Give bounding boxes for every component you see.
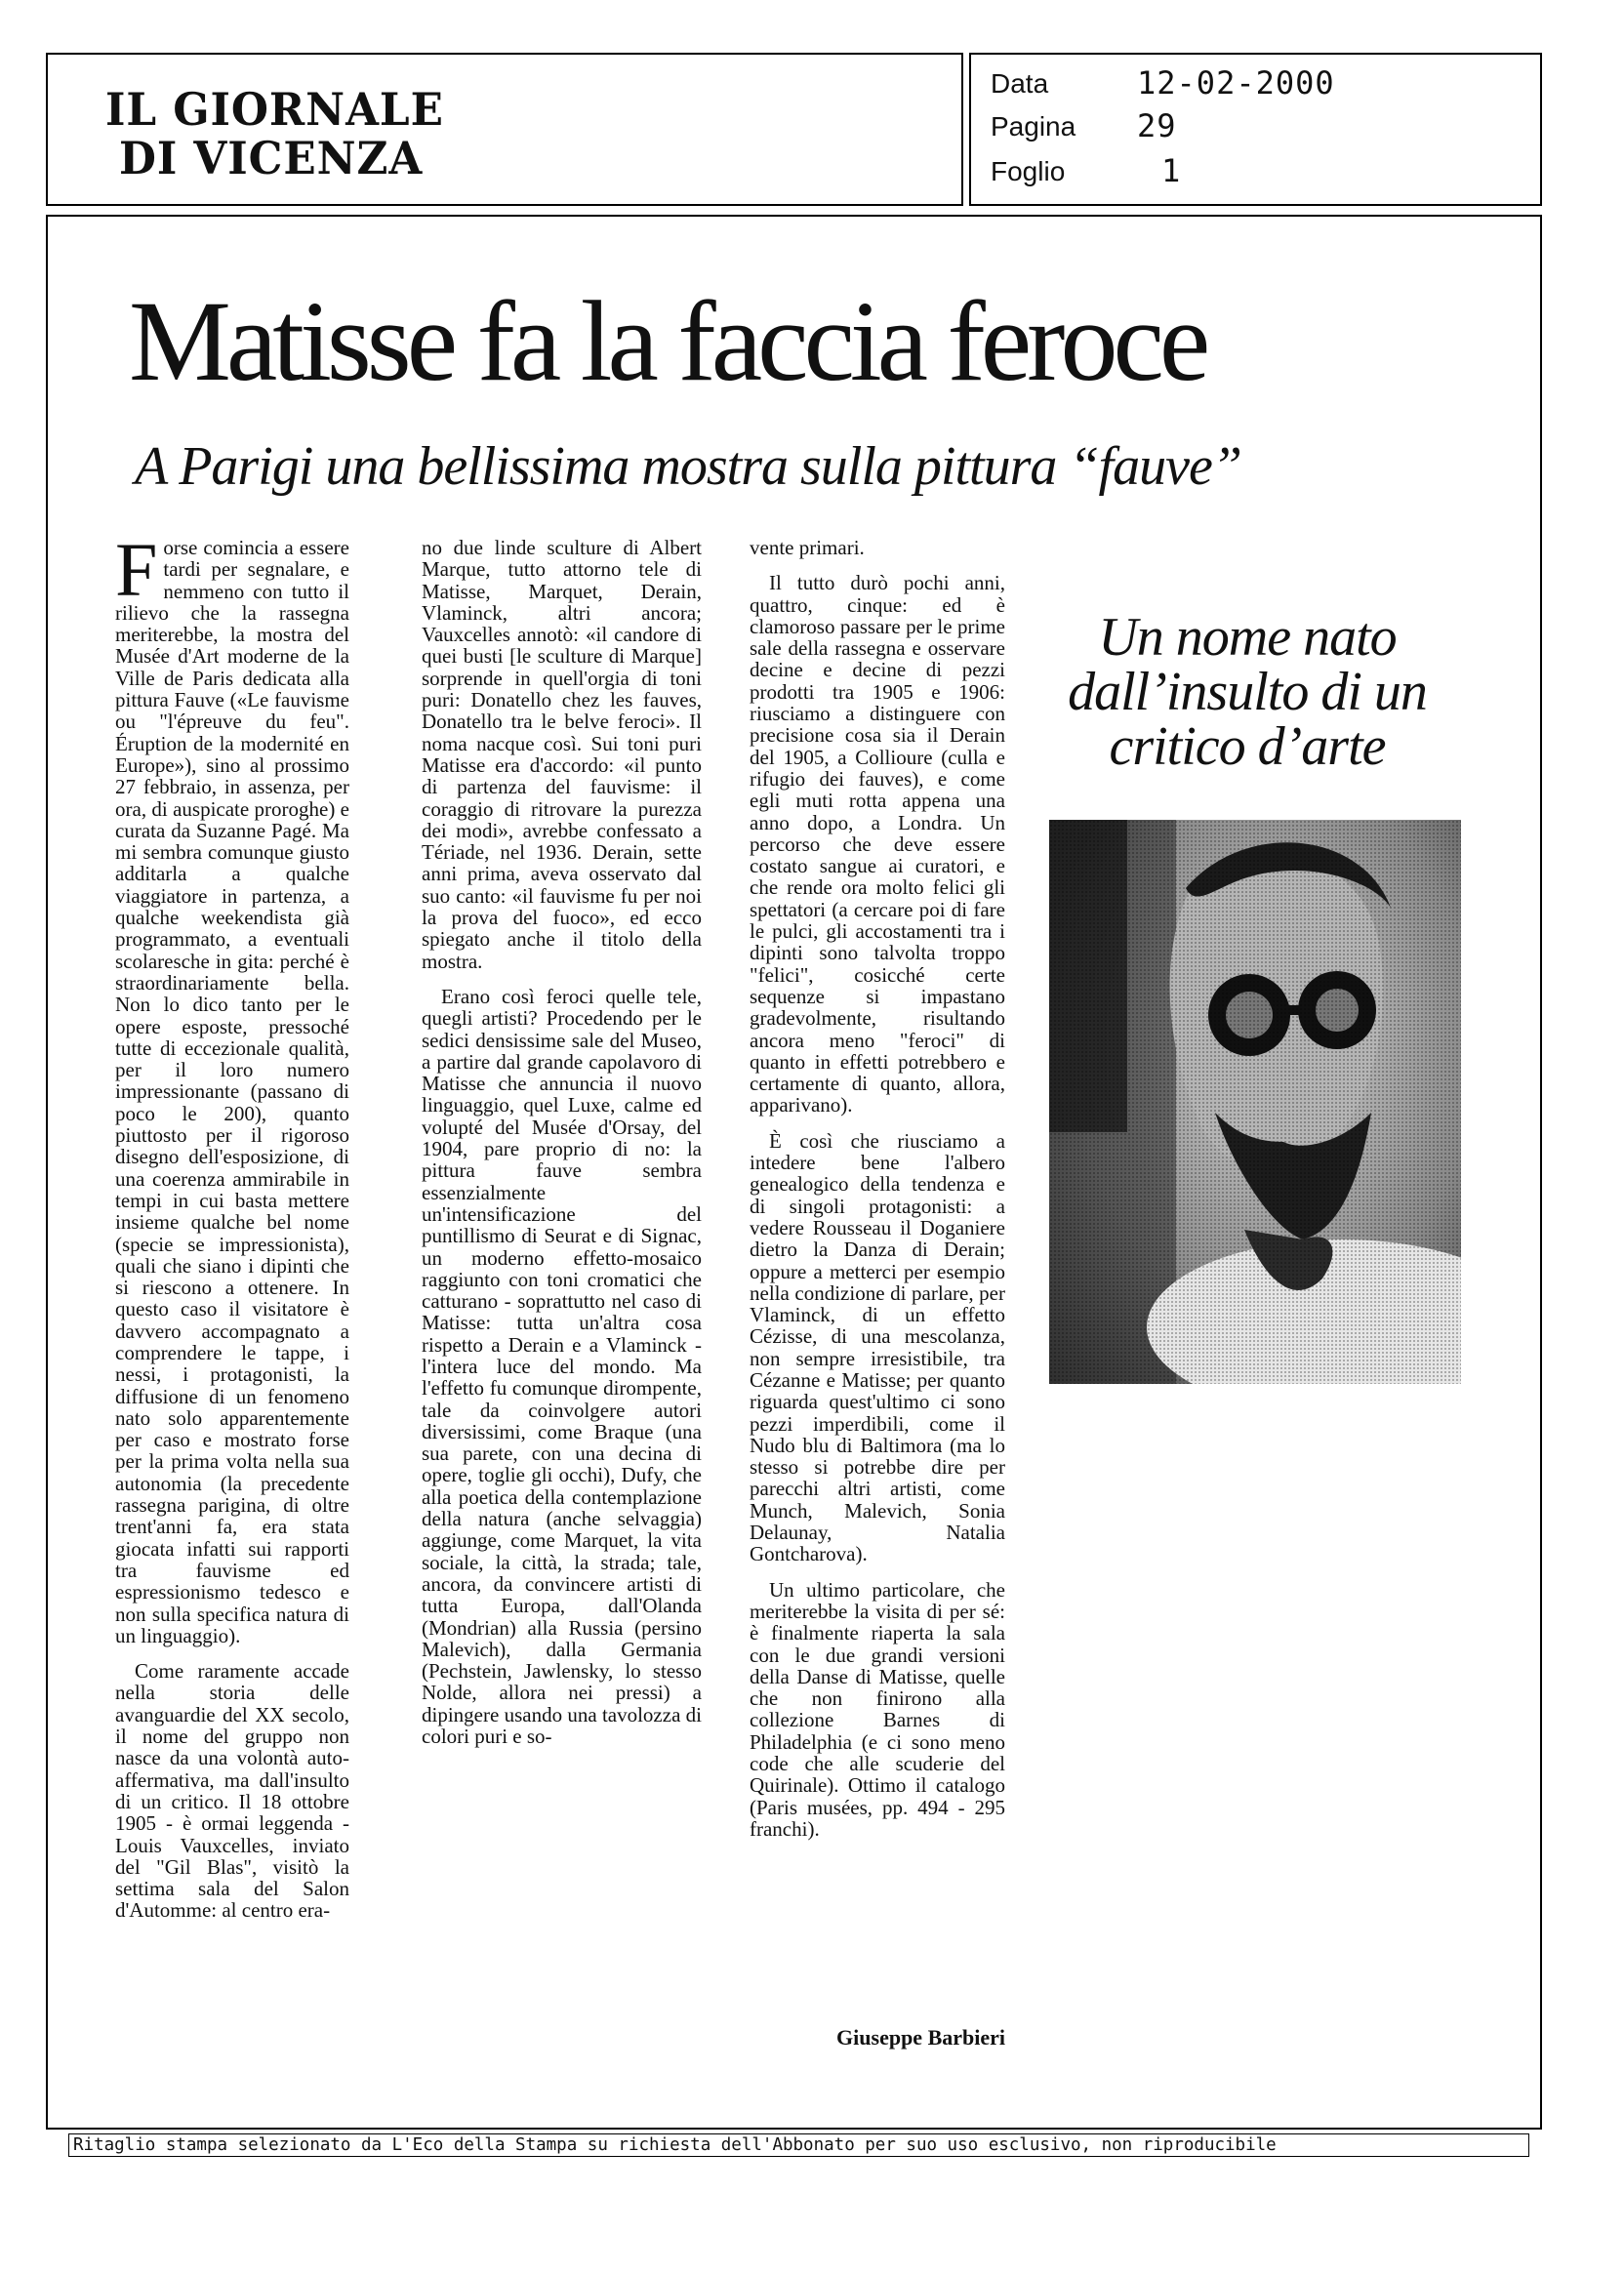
column-3-paragraph-4: Un ultimo particolare, che meriterebbe la visita di per sé: è finalmente riaperta la sala con le due grandi versioni della Danse di Matisse, quelle che non finirono alla collezione Barnes di Philadelphia (e ci sono meno code che alle scuderie del Quirinale). Ottimo il catalogo (Paris musées, pp. 494 - 295 franchi). — [750, 1577, 1005, 1841]
masthead-line2: DI VICENZA — [119, 132, 424, 184]
article-column-1 — [115, 537, 349, 2118]
meta-data-value: 12-02-2000 — [1137, 64, 1335, 102]
column-2-paragraph-2: Erano così feroci quelle tele, quegli artisti? Procedendo per le sedici densissime sale del Museo, a partire dal grande capolavoro di Matisse che annuncia il nuovo linguaggio, quel Luxe, calme ed volupté del Musée d'Orsay, del 1904, pare proprio di no: la pittura fauve sembra essenzialmente un'intensificazione del puntillismo di Seurat e di Signac, un moderno effetto-mosaico raggiunto con toni cromatici che catturano - soprattutto nel caso di Matisse: tutta un'altra cosa rispetto a Derain e a Vlaminck - l'intera luce del mondo. Ma l'effetto fu comunque dirompente, tale da coinvolgere autori diversissimi, come Braque (una sua parete, con una decina di opere, toglie gli occhi), Dufy, che alla poetica della contemplazione della natura (anche selvaggia) aggiunge, come Marquet, la vita sociale, la città, la strada; tale, ancora, da convincere artisti di tutta Europa, dall'Olanda (Mondrian) alla Russia (persino Malevich), dalla Germania (Pechstein, Jawlensky, lo stesso Nolde, allora nei pressi) a dipingere usando una tavolozza di colori puri e so- — [422, 984, 702, 1749]
article-headline: Matisse fa la faccia feroce — [129, 277, 1206, 405]
column-3-paragraph-2: Il tutto durò pochi anni, quattro, cinque: ed è clamoroso passare per le prime sale della rassegna e osservare decine e decine di pezzi prodotti tra 1905 e 1906: riusciamo a distinguere con precisione cosa sia il Derain del 1905, a Collioure (culla e rifugio dei fauves), e come egli muti rotta appena una anno dopo, a Londra. Un percorso che deve essere costato sangue ai curatori, e che rende ora molto felici gli spettatori (a cercare poi di fare le pulci, gli accostamenti tra i dipinti sono talvolta troppo "felici", cosicché certe sequenze si impastano gradevolmente, risultando ancora meno "feroci" di quanto in effetti potrebbero e certamente di quanto, allora, apparivano). — [750, 571, 1005, 1117]
meta-foglio-value: 1 — [1161, 152, 1182, 189]
meta-pagina-label: Pagina — [991, 111, 1076, 142]
clipping-notice: Ritaglio stampa selezionato da L'Eco della Stampa su richiesta dell'Abbonato per suo uso esclusivo, non riproducibile — [68, 2133, 1529, 2157]
column-3-paragraph-3: È così che riusciamo a intedere bene l'albero genealogico della tendenza e di singoli protagonisti: a vedere Rousseau il Doganiere dietro la Danza di Derain; oppure a metterci per esempio nella condizione di parlare, per Vlaminck, di un effetto Cézisse, di una mescolanza, non sempre irresistibile, tra Cézanne e Matisse; per quanto riguarda quest'ultimo ci sono pezzi imperdibili, come il Nudo blu di Baltimora (ma lo stesso si potrebbe dire per parecchi altri artisti, come Munch, Malevich, Sonia Delaunay, Natalia Gontcharova). — [750, 1128, 1005, 1566]
pull-quote: Un nome nato dall’insulto di un critico d’arte — [1068, 607, 1427, 777]
meta-foglio-label: Foglio — [991, 156, 1066, 186]
meta-data-label: Data — [991, 68, 1049, 99]
drop-cap: F — [115, 537, 158, 612]
author-signature: Giuseppe Barbieri — [836, 2025, 1005, 2050]
column-2-paragraph-1: no due linde sculture di Albert Marque, tutto attorno tele di Matisse, Marquet, Derain, Vlaminck, altri ancora; Vauxcelles annotò: «il candore di quei busti [le sculture di Marque] sorprende in quell'orgia di toni puri: Donatello chez les fauves, Donatello tra le belve feroci». Il noma nacque così. Sui toni puri Matisse era d'accordo: «il punto di partenza del fauvisme: il coraggio di ritrovare la purezza dei modi», avrebbe confessato a Tériade, nel 1936. Derain, sette anni prima, aveva osservato dal suo canto: «il fauvisme fu per noi la prova del fuoco», ed ecco spiegato anche il titolo della mostra. — [422, 537, 702, 973]
portrait-illustration — [1049, 820, 1461, 1384]
portrait-photo — [1049, 820, 1461, 1384]
column-1-paragraph-2: Come raramente accade nella storia delle avanguardie del XX secolo, il nome del gruppo non nasce da una volontà auto-affermativa, ma dall'insulto di un critico. Il 18 ottobre 1905 - è ormai leggenda - Louis Vauxcelles, inviato del "Gil Blas", visitò la settima sala del Salon d'Automme: al centro era- — [115, 1659, 349, 1923]
column-1-paragraph-1: orse comincia a essere tardi per segnalare, e nemmeno con tutto il rilievo che la rassegna meriterebbe, la mostra del Musée d'Art moderne de la Ville de Paris dedicata alla pittura Fauve («Le fauvisme ou "l'épreuve du feu". Éruption de la modernité en Europe»), sino al prossimo 27 febbraio, in assenza, per ora, di auspicate proroghe) e curata da Suzanne Pagé. Ma mi sembra comunque giusto additarla a qualche viaggiatore in partenza, a qualche weekendista già programmato, a eventuali scolaresche in gita: perché è straordinariamente bella. Non lo dico tanto per le opere esposte, pressoché tutte di eccezionale qualità, per il loro numero impressionante (passano di poco le 200), quanto piuttosto per il rigoroso disegno dell'esposizione, di una coerenza ammirabile in tempi in cui basta mettere insieme qualche bel nome (specie se impressionista), quali che siano i dipinti che si riescono a ottenere. In questo caso il visitatore è davvero accompagnato a comprendere le tappe, i nessi, i protagonisti, la diffusione di un fenomeno nato solo apparentemente per caso e mostrato forse per la prima volta nella sua autonomia (la precedente rassegna parigina, di oltre trent'anni fa, era stata giocata infatti sui rapporti tra fauvisme ed espressionismo tedesco e non sulla specifica natura di un linguaggio). — [115, 537, 349, 1647]
meta-pagina-value: 29 — [1137, 107, 1177, 144]
column-3-paragraph-1: vente primari. — [750, 537, 865, 559]
article-column-3 — [750, 537, 1005, 2030]
article-column-2 — [422, 537, 702, 2118]
article-subheadline: A Parigi una bellissima mostra sulla pittura “fauve” — [135, 436, 1241, 497]
masthead-line1: IL GIORNALE — [105, 83, 444, 136]
